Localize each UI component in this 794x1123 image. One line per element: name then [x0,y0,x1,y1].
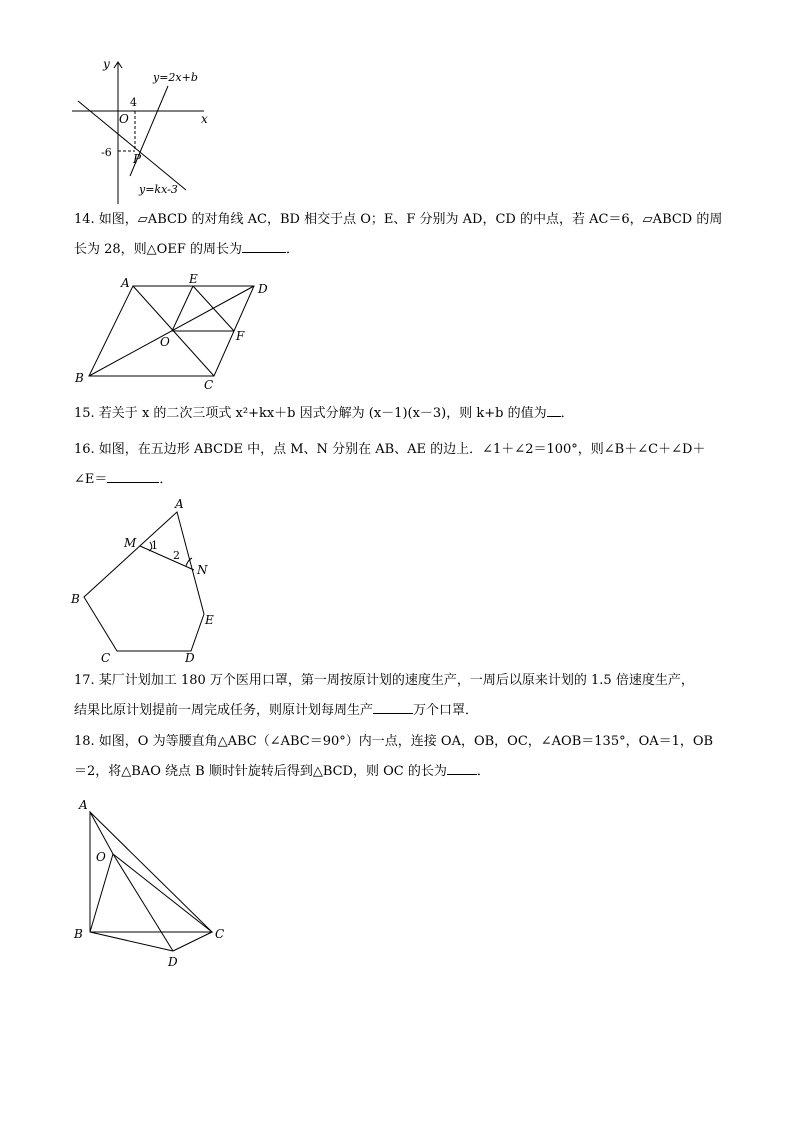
q17-answer-blank[interactable] [373,699,413,714]
pentagon-abcde [84,512,204,651]
label-e: E [205,613,214,627]
q18-line2 [74,757,724,787]
q16-line1: 16. 如图，在五边形 ABCDE 中，点 M、N 分别在 AB、AE 的边上．∠1＋∠2＝100°，则∠B＋∠C＋∠D＋ [74,442,706,457]
segment-mn [140,546,194,570]
q17-line1: 17. 某厂计划加工 180 万个医用口罩，第一周按原计划的速度生产，一周后以原来计划的 1.5 倍速度生产， [74,673,694,688]
segment-cd [173,932,212,951]
label-c: C [204,378,214,392]
label-c: C [215,927,225,941]
label-d: D [258,282,268,296]
label-d: D [168,955,178,969]
segment-oc [113,854,212,932]
origin-label: O [119,112,129,126]
q16-answer-blank[interactable] [107,468,159,483]
question-17 [74,666,724,726]
label-a: A [175,497,184,511]
q17-line2 [74,696,724,726]
q14-answer-blank[interactable] [242,238,286,253]
label-f: F [236,329,245,343]
label-m: M [124,536,137,550]
label-b: B [71,592,80,606]
q15-answer-blank[interactable] [547,402,561,417]
x-axis-label: x [201,112,208,126]
tick-4: 4 [130,96,137,109]
q14-line2-end: ． [285,242,299,257]
question-15 [74,399,724,429]
point-p-label: P [133,152,142,166]
q18-line2-text: ＝2，将△BAO 绕点 B 顺时针旋转后得到△BCD，则 OC 的长为 [74,764,447,779]
line2-label: y=kx-3 [139,183,178,196]
segment-ef [193,286,234,331]
segment-oe [172,286,193,331]
q16-line2 [74,465,724,495]
label-a: A [79,798,88,812]
q17-line2-text: 结果比原计划提前一周完成任务，则原计划每周生产 [74,703,374,718]
triangle-figure [66,792,236,972]
q17-line2-end: 万个口罩． [413,703,479,718]
question-14 [74,205,724,265]
q15-end: ． [560,406,574,421]
q14-line2 [74,235,724,265]
label-angle-2: 2 [173,549,180,562]
q18-line2-end: ． [476,764,490,779]
q16-line2-end: ． [159,472,173,487]
segment-ob [90,854,113,932]
q16-line2-text: ∠E＝ [74,472,108,487]
segment-od [113,854,173,951]
pentagon-figure [66,492,226,668]
label-o: O [96,850,106,864]
label-o: O [160,335,170,349]
line1-label: y=2x+b [153,71,198,84]
graph-figure-13 [60,52,230,210]
label-b: B [74,927,83,941]
y-axis-label: y [103,57,110,71]
label-e: E [189,272,198,286]
q18-line1: 18. 如图，O 为等腰直角△ABC（∠ABC＝90°）内一点，连接 OA，OB，OC，∠AOB＝135°，OA＝1，OB [74,734,714,749]
question-18 [74,727,724,787]
label-d: D [185,651,195,665]
label-angle-1: 1 [151,539,158,552]
segment-bd [90,932,173,951]
q18-answer-blank[interactable] [447,760,477,775]
q15-text: 15. 若关于 x 的二次三项式 x²+kx＋b 因式分解为 (x－1)(x－3)，则 k+b 的值为 [74,406,547,421]
label-a: A [121,276,130,290]
q15-line [74,399,724,429]
tick-neg-6: -6 [101,146,112,159]
q14-line2-text: 长为 28，则△OEF 的周长为 [74,242,242,257]
triangle-abc [90,812,212,932]
line-kx-minus-3 [78,101,186,190]
label-c: C [101,651,111,665]
label-b: B [75,371,84,385]
question-16 [74,435,724,495]
label-n: N [197,563,208,577]
segment-oa [90,812,113,854]
q14-line1: 14. 如图，▱ABCD 的对角线 AC，BD 相交于点 O；E、F 分别为 AD，CD 的中点，若 AC＝6，▱ABCD 的周 [74,212,723,227]
parallelogram-figure [70,268,280,394]
